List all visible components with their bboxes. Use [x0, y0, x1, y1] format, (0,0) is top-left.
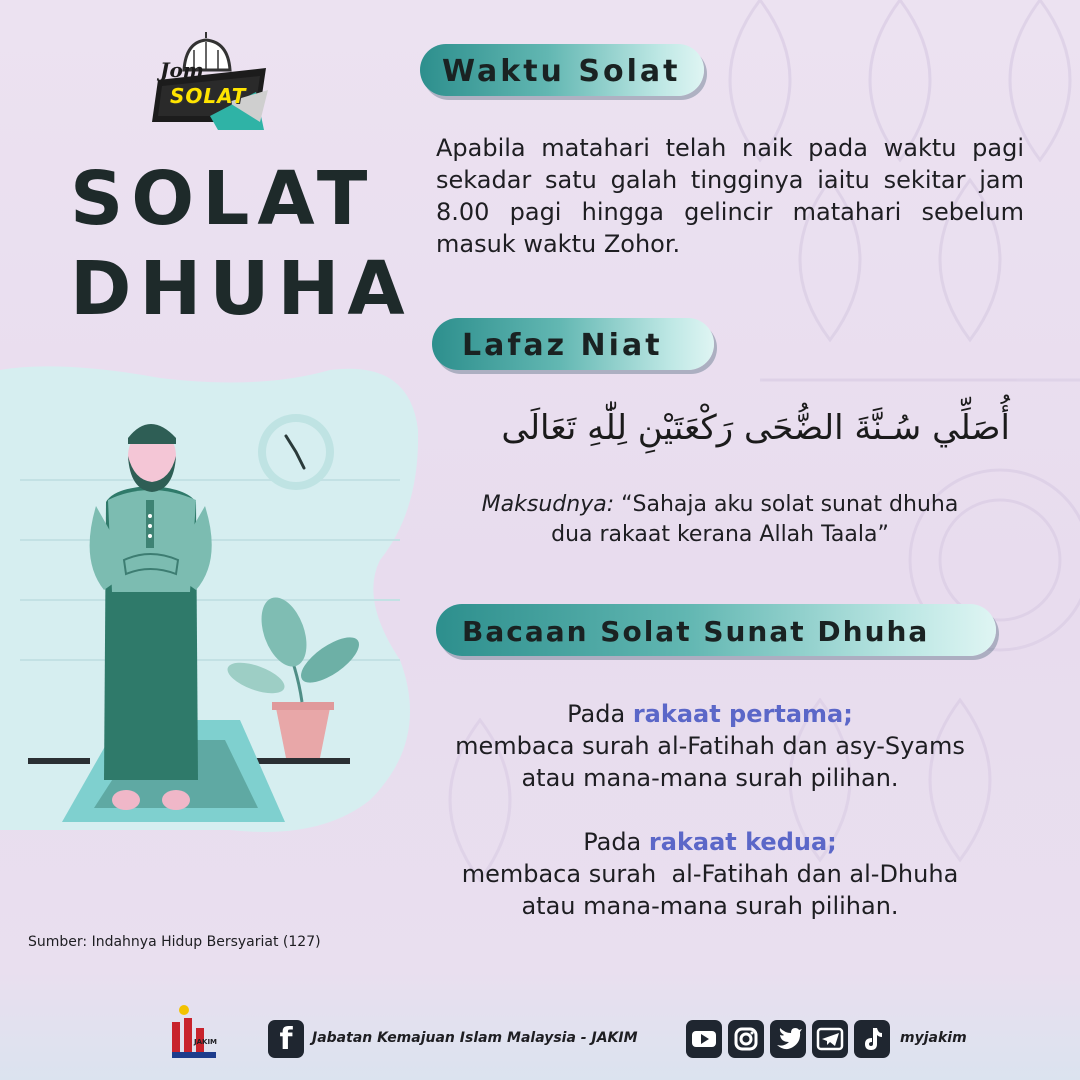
telegram-icon[interactable]	[812, 1020, 848, 1058]
maksud-line2: dua rakaat kerana Allah Taala”	[551, 522, 889, 547]
facebook-page-name[interactable]: Jabatan Kemajuan Islam Malaysia - JAKIM	[312, 1030, 638, 1046]
jom-solat-logo	[148, 30, 274, 134]
rakaat2-line3: atau mana-mana surah pilihan.	[521, 892, 899, 920]
niat-arabic-text: أُصَلِّي سُـنَّةَ الضُّحَى رَكْعَتَيْنِ لِلّٰهِ تَعَالَى	[501, 408, 1010, 448]
rakaat1-highlight: rakaat pertama;	[632, 700, 853, 728]
waktu-solat-heading: Waktu Solat	[442, 54, 681, 89]
rakaat-kedua-block	[410, 826, 1010, 922]
jakim-logo-label: JAKIM	[194, 1038, 218, 1046]
jakim-logo	[168, 1002, 218, 1060]
rakaat1-line3: atau mana-mana surah pilihan.	[521, 764, 899, 792]
tiktok-icon[interactable]	[854, 1020, 890, 1058]
bacaan-heading-pill	[436, 604, 996, 656]
lafaz-niat-heading: Lafaz Niat	[462, 328, 663, 363]
rakaat2-highlight: rakaat kedua;	[648, 828, 837, 856]
page-title-line1: SOLAT	[70, 156, 376, 242]
clock-icon	[258, 414, 334, 490]
maksud-label: Maksudnya:	[481, 492, 615, 517]
mosque-dome-icon	[148, 30, 274, 134]
instagram-icon[interactable]	[728, 1020, 764, 1058]
logo-solat-text: SOLAT	[170, 84, 247, 108]
waktu-solat-heading-pill	[420, 44, 704, 96]
twitter-icon[interactable]	[770, 1020, 806, 1058]
lafaz-niat-heading-pill	[432, 318, 714, 370]
bacaan-heading: Bacaan Solat Sunat Dhuha	[462, 615, 930, 648]
praying-man-illustration	[0, 360, 420, 880]
waktu-solat-text: Apabila matahari telah naik pada waktu pagi sekadar satu galah tingginya iaitu sekitar jam 8.00 pagi hingga gelincir matahari sebelum masuk waktu Zohor.	[436, 134, 1024, 258]
rakaat-pertama-block	[410, 698, 1010, 794]
rakaat1-line2: membaca surah al-Fatihah dan asy-Syams	[455, 732, 965, 760]
jakim-emblem-icon	[168, 1002, 218, 1060]
page-title-line2: DHUHA	[70, 246, 413, 332]
logo-jom-text: Jom	[160, 58, 204, 82]
facebook-icon[interactable]: f	[268, 1020, 304, 1058]
social-handle[interactable]: myjakim	[900, 1030, 967, 1046]
rakaat2-prefix: Pada	[583, 828, 642, 856]
rakaat2-line2: membaca surah al-Fatihah dan al-Dhuha	[461, 860, 959, 888]
niat-meaning	[430, 490, 1010, 550]
youtube-icon[interactable]	[686, 1020, 722, 1058]
source-citation: Sumber: Indahnya Hidup Bersyariat (127)	[28, 934, 321, 950]
rakaat1-prefix: Pada	[567, 700, 626, 728]
maksud-line1: “Sahaja aku solat sunat dhuha	[621, 492, 959, 517]
